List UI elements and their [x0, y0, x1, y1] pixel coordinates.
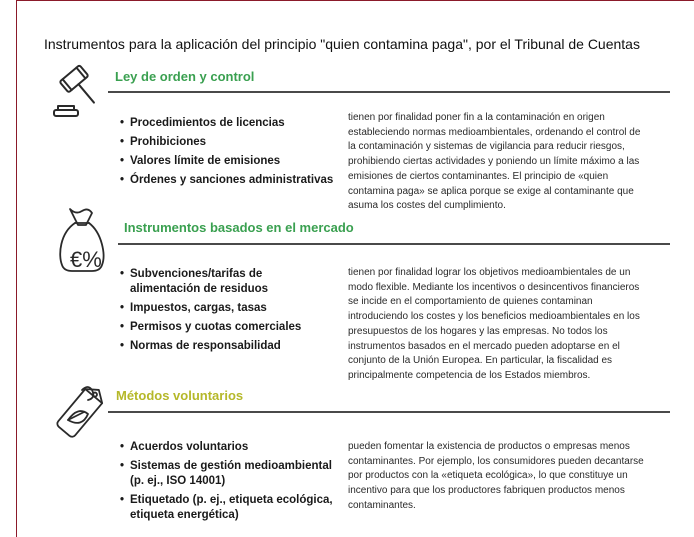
- list-item: • Valores límite de emisiones: [120, 154, 335, 169]
- section-heading: Métodos voluntarios: [116, 388, 244, 403]
- section-heading: Ley de orden y control: [115, 69, 255, 84]
- frame-left-border: [16, 0, 17, 537]
- list-item: • Etiquetado (p. ej., etiqueta ecológica, etiqueta energética): [120, 493, 335, 523]
- list-item: • Normas de responsabilidad: [120, 339, 335, 354]
- list-item: • Procedimientos de licencias: [120, 116, 335, 131]
- section-heading: Instrumentos basados en el mercado: [124, 220, 354, 235]
- section-divider: [118, 243, 670, 245]
- section-description: pueden fomentar la existencia de productos o empresas menos contaminantes. Por ejemplo, los consumidores pueden decantarse por productos con la «etiqueta ecológica», lo que constituye un incentivo para que los productores fabriquen productos menos contaminantes.: [348, 441, 644, 511]
- section-divider: [108, 91, 670, 93]
- list-item: • Permisos y cuotas comerciales: [120, 320, 335, 335]
- money-bag-euro-icon: [56, 207, 122, 279]
- list-item: • Subvenciones/tarifas de alimentación de residuos: [120, 267, 335, 297]
- section-description: tienen por finalidad lograr los objetivos medioambientales de un modo flexible. Mediante los incentivos o desincentivos financieros se incide en el comportamiento de quienes contaminan introduciendo los costes y los beneficios medioambientales en los presupuestos de los hogares y las empresas. No todos los instrumentos basados en el mercado pueden adoptarse en el conjunto de la Unión Europea. En particular, la fiscalidad es principalmente competencia de los Estados miembros.: [348, 267, 640, 381]
- section-description: tienen por finalidad poner fin a la contaminación en origen estableciendo normas medioambientales, ordenando el control de la contaminación y sistemas de vigilancia para reducir riesgos, prohibiendo ciertas actividades y poniendo un límite máximo a las emisiones de ciertos contaminantes. El principio de «quien contamina paga» se aplica porque se exige al contaminante que asuma los costes del cumplimiento.: [348, 112, 641, 212]
- eco-label-tag-icon: [44, 380, 110, 448]
- instrument-list: [120, 440, 335, 527]
- frame-top-border: [16, 0, 694, 1]
- instrument-list: [120, 267, 335, 358]
- list-item: • Sistemas de gestión medioambiental (p. ej., ISO 14001): [120, 459, 335, 489]
- gavel-icon: [48, 60, 108, 122]
- list-item: • Impuestos, cargas, tasas: [120, 301, 335, 316]
- instrument-list: [120, 116, 335, 192]
- list-item: • Órdenes y sanciones administrativas: [120, 173, 335, 188]
- section-divider: [108, 411, 670, 413]
- list-item: • Prohibiciones: [120, 135, 335, 150]
- list-item: • Acuerdos voluntarios: [120, 440, 335, 455]
- euro-percent-glyph: €%: [70, 247, 102, 272]
- page-title: Instrumentos para la aplicación del principio "quien contamina paga", por el Tribunal de Cuentas: [44, 36, 640, 52]
